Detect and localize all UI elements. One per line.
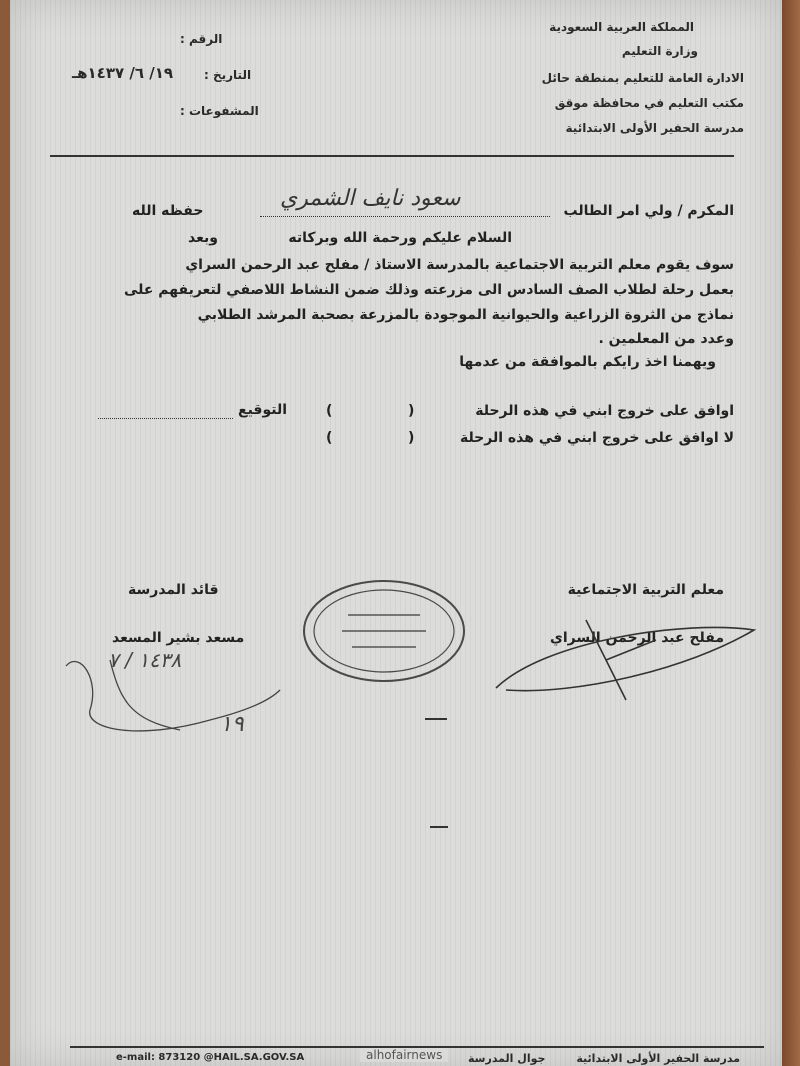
office-line: مكتب التعليم في محافظة موقق — [554, 96, 744, 110]
school-line: مدرسة الحفير الأولى الابتدائية — [565, 121, 744, 135]
table-edge — [782, 0, 800, 1066]
paragraph-line-2: بعمل رحلة لطلاب الصف السادس الى مزرعته وذلك ضمن النشاط اللاصفي لتعريفهم على — [123, 282, 734, 298]
student-name-handwritten: سعود نايف الشمري — [280, 186, 461, 211]
disagree-line: لا اوافق على خروج ابني في هذه الرحلة — [459, 430, 734, 446]
footer-email: e-mail: 873120 @HAIL.SA.GOV.SA — [116, 1052, 305, 1063]
agree-bracket-close: ) — [326, 403, 333, 419]
paragraph-line-4: وعدد من المعلمين . — [598, 331, 734, 347]
paragraph-line-1: سوف يقوم معلم التربية الاجتماعية بالمدرسة الاستاذ / مفلح عبد الرحمن السراي — [185, 257, 734, 273]
after-greeting: وبعد — [188, 230, 218, 246]
attachments-label: المشفوعات : — [180, 104, 259, 118]
directorate-line: الادارة العامة للتعليم بمنطقة حائل — [541, 71, 744, 85]
center-mark-2 — [430, 826, 448, 828]
principal-title: قائد المدرسة — [128, 582, 219, 598]
honorific: حفظه الله — [132, 203, 204, 219]
ministry-line: وزارة التعليم — [621, 44, 698, 58]
center-mark — [425, 718, 447, 720]
signature-line — [98, 418, 233, 419]
principal-name: مسعد بشير المسعد — [112, 630, 245, 646]
signature-label: التوقيع — [238, 402, 287, 418]
date-label: التاريخ : — [204, 68, 252, 82]
school-stamp — [298, 575, 470, 687]
teacher-title: معلم التربية الاجتماعية — [567, 582, 724, 598]
date-value: ١٩/ ٦/ ١٤٣٧هـ — [72, 64, 174, 82]
disagree-bracket-open: ( — [408, 430, 415, 446]
footer-phone-label: جوال المدرسة — [468, 1052, 546, 1065]
teacher-signature — [486, 600, 766, 710]
number-label: الرقم : — [180, 32, 223, 46]
agree-line: اوافق على خروج ابني في هذه الرحلة — [475, 403, 734, 419]
paragraph-line-3: نماذج من الثروة الزراعية والحيوانية الموجودة بالمزرعة بصحبة المرشد الطلابي — [197, 307, 734, 323]
request-line: ويهمنا اخذ رايكم بالموافقة من عدمها — [459, 354, 716, 370]
disagree-bracket-close: ) — [326, 430, 333, 446]
watermark: alhofairnews — [360, 1048, 448, 1062]
teacher-name: مفلح عبد الرحمن السراي — [549, 630, 724, 646]
letter-paper — [10, 0, 782, 1066]
handwritten-date: ١٤٣٨ / ٧ — [108, 648, 182, 672]
footer-school: مدرسة الحفير الأولى الابتدائية — [576, 1052, 740, 1065]
handwritten-day: ١٩ — [220, 712, 244, 737]
student-name-line — [260, 216, 550, 217]
salutation: المكرم / ولي امر الطالب — [563, 203, 734, 219]
principal-signature — [60, 640, 290, 750]
kingdom-line: المملكة العربية السعودية — [549, 20, 694, 34]
greeting: السلام عليكم ورحمة الله وبركاته — [288, 230, 512, 246]
header-divider — [50, 155, 734, 157]
agree-bracket-open: ( — [408, 403, 415, 419]
